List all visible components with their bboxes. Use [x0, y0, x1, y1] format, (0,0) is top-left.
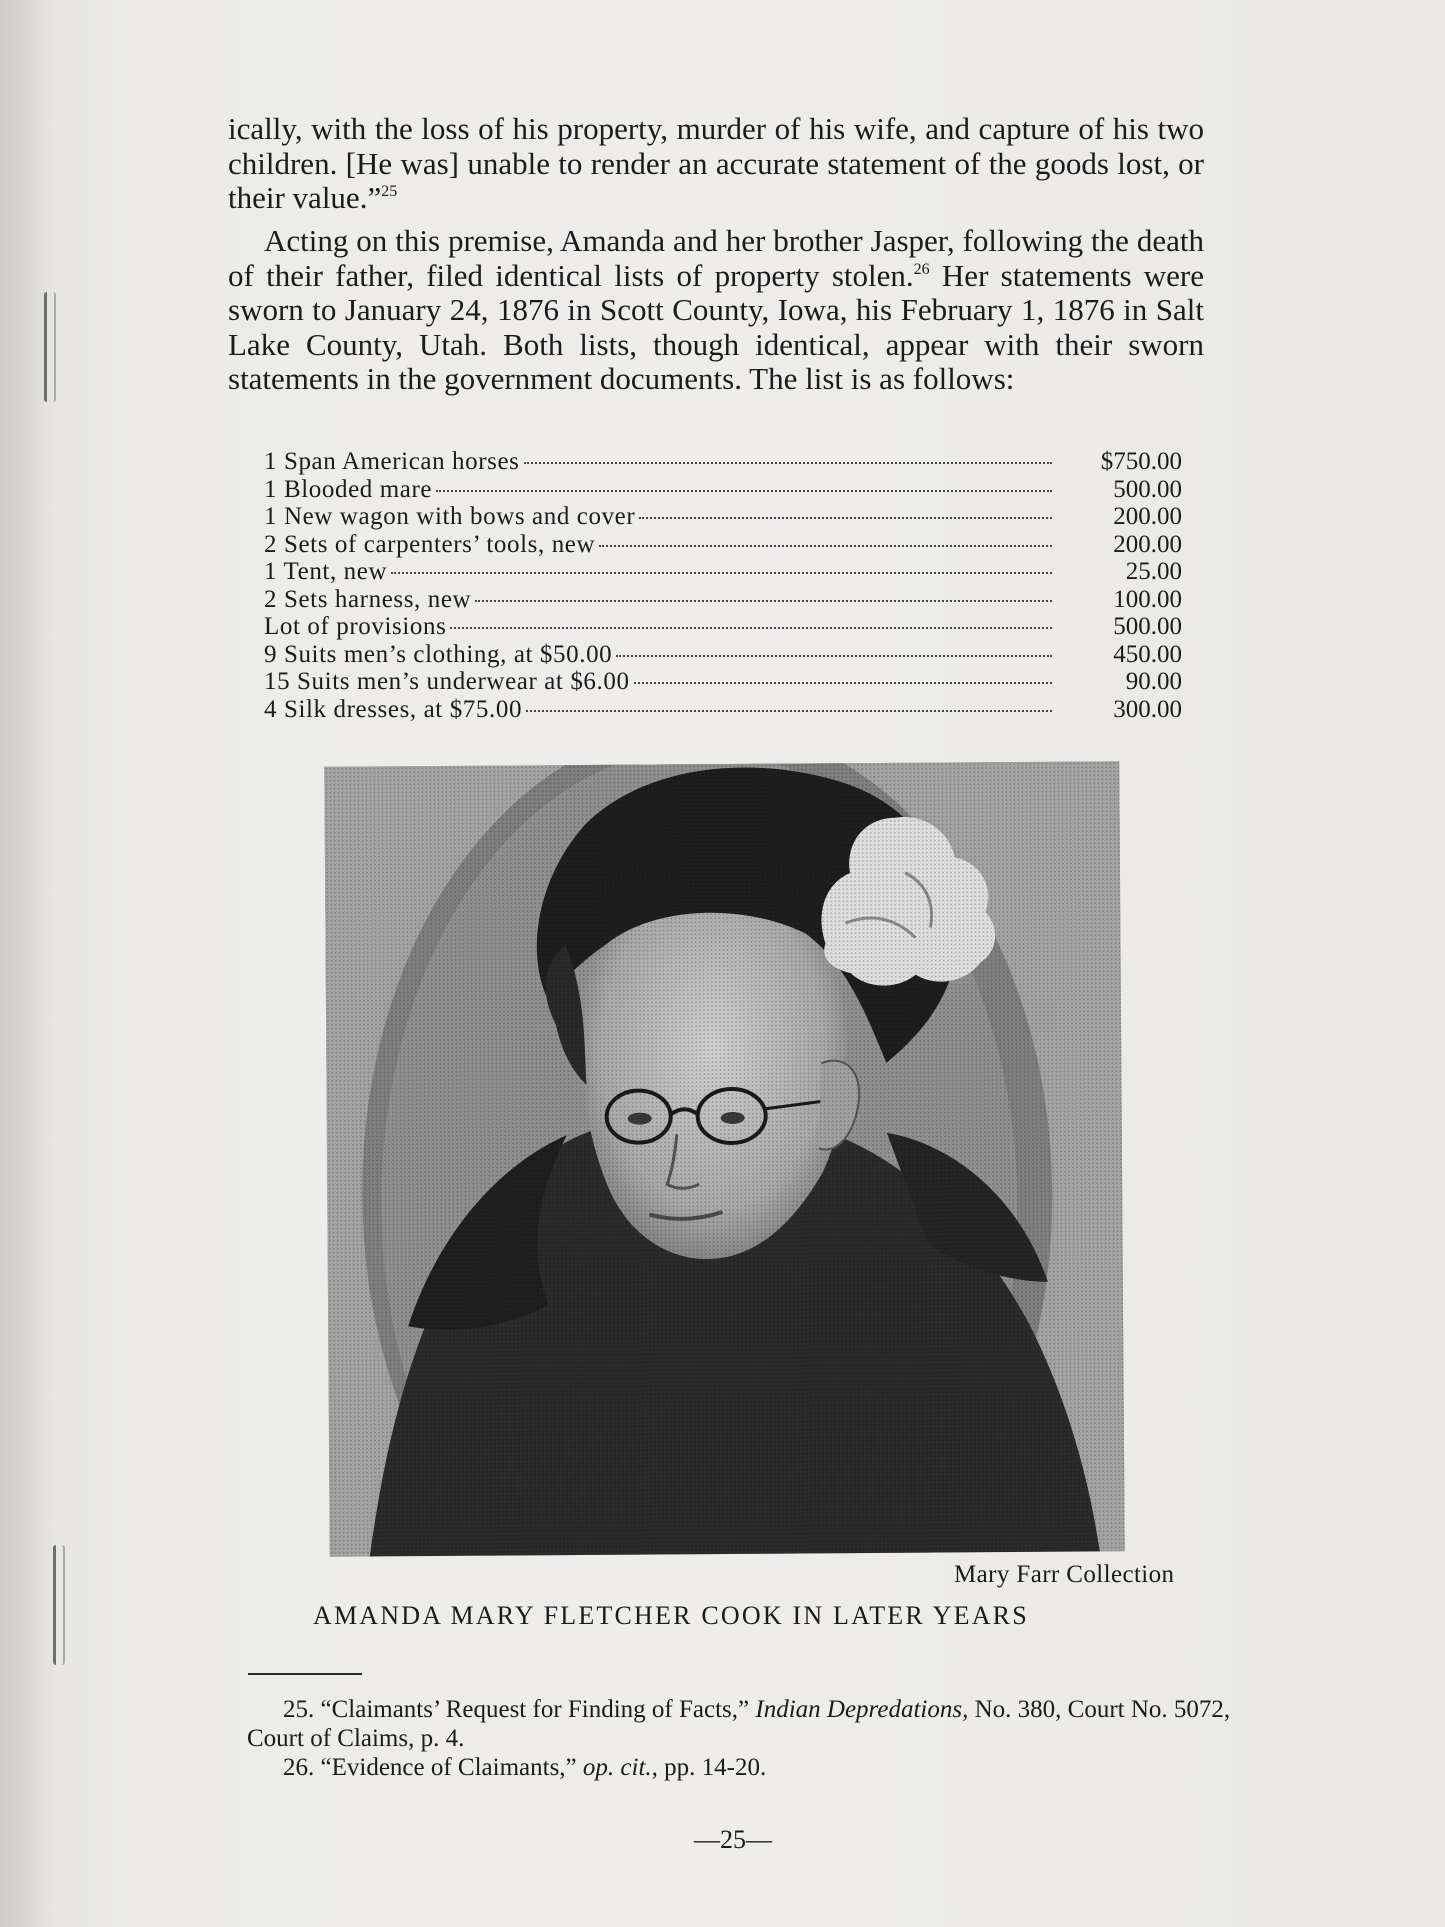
list-item: 9 Suits men’s clothing, at $50.00 450.00	[264, 640, 1182, 668]
list-item: 2 Sets harness, new 100.00	[264, 585, 1182, 613]
list-item: 1 Tent, new 25.00	[264, 558, 1182, 585]
staple-top	[44, 292, 56, 402]
list-item: Lot of provisions 500.00	[264, 613, 1182, 640]
page-number: —25—	[694, 1825, 772, 1854]
list-item: 4 Silk dresses, at $75.00 300.00	[264, 695, 1182, 723]
footnote-26: 26. “Evidence of Claimants,” op. cit., pp. 14-20.	[283, 1754, 767, 1781]
list-item: 1 Blooded mare 500.00	[264, 475, 1182, 503]
paragraph-quote-end: ically, with the loss of his property, murder of his wife, and capture of his two children. [He was] unable to render an accurate statement of the goods lost, or their value.”$^{25}$	[228, 111, 1204, 215]
list-item: 2 Sets of carpenters’ tools, new 200.00	[264, 530, 1182, 558]
gutter-shadow	[0, 0, 55, 1927]
list-item: 1 Span American horses $750.00	[264, 448, 1182, 475]
staple-bottom	[53, 1545, 65, 1665]
footnote-divider	[248, 1673, 362, 1675]
paragraph-acting: Acting on this premise, Amanda and her brother Jasper, following the death of their father, filed identical lists of property stolen.$^{26}$ Her statements were sworn to January 24, 1876 in Scott County, Iowa, his February 1, 1876 in Salt Lake County, Utah. Both lists, though identical, appear with their sworn statements in the government documents. The list is as follows:	[228, 223, 1205, 396]
list-item: 1 New wagon with bows and cover 200.00	[264, 503, 1182, 530]
photo-credit: Mary Farr Collection	[954, 1561, 1175, 1588]
portrait-photo	[324, 761, 1124, 1557]
footnote-ref-25: 25	[381, 183, 398, 200]
footnotes	[247, 1695, 1237, 1782]
property-list	[264, 448, 1182, 723]
footnote-ref-26: 26	[913, 260, 930, 278]
footnote-25: 25. “Claimants’ Request for Finding of Facts,” Indian Depredations, No. 380, Court No. 5072, Court of Claims, p. 4.	[247, 1696, 1231, 1752]
portrait-illustration	[324, 761, 1124, 1557]
list-item: 15 Suits men’s underwear at $6.00 90.00	[264, 668, 1182, 695]
photo-caption: AMANDA MARY FLETCHER COOK IN LATER YEARS	[313, 1601, 1029, 1630]
